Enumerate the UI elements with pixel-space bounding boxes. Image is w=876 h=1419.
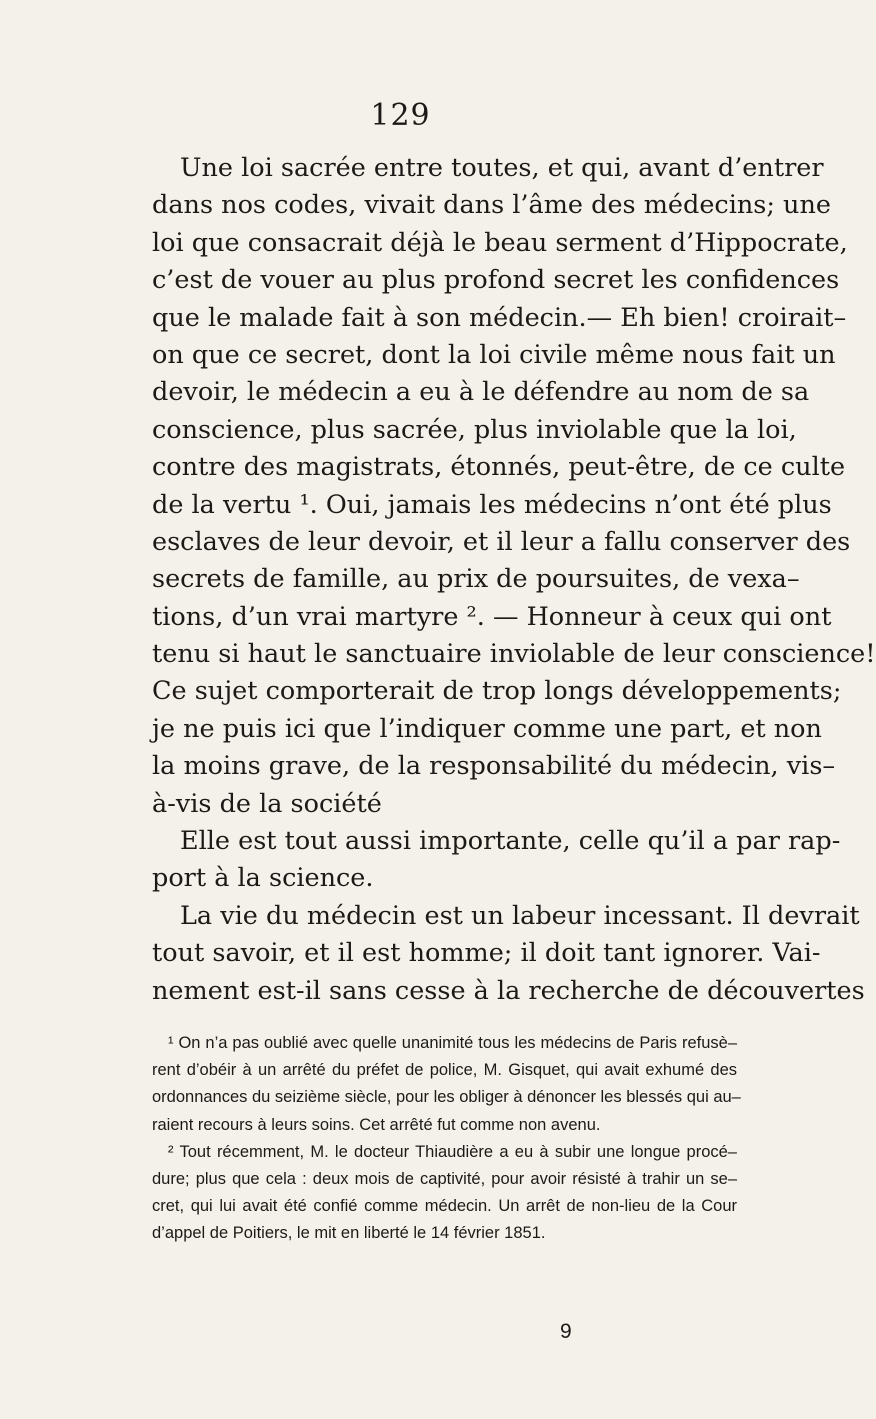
text-line: conscience, plus sacrée, plus inviolable que la loi,	[152, 414, 797, 445]
text-line: secrets de famille, au prix de poursuites, de vexa–	[152, 564, 800, 595]
text-line: La vie du médecin est un labeur incessant. Il devrait	[180, 900, 860, 931]
footnote-line: ¹ On n’a pas oublié avec quelle unanimité tous les médecins de Paris refusè–	[168, 1034, 737, 1052]
text-line: loi que consacrait déjà le beau serment d’Hippocrate,	[152, 227, 848, 258]
text-line: Ce sujet comporterait de trop longs développements;	[152, 676, 842, 707]
footnote-line: d’appel de Poitiers, le mit en liberté le 14 février 1851.	[152, 1224, 546, 1243]
text-line: tenu si haut le sanctuaire inviolable de leur conscience!	[152, 639, 876, 670]
text-line: que le malade fait à son médecin.— Eh bien! croirait–	[152, 302, 847, 333]
printer-signature-mark: 9	[560, 1320, 572, 1343]
text-line: c’est de vouer au plus profond secret les confidences	[152, 265, 840, 296]
footnote-line: dure; plus que cela : deux mois de captivité, pour avoir résisté à trahir un se–	[152, 1169, 737, 1188]
text-line: de la vertu ¹. Oui, jamais les médecins n’ont été plus	[152, 489, 832, 520]
text-line: Une loi sacrée entre toutes, et qui, avant d’entrer	[180, 153, 824, 183]
body-text	[152, 150, 876, 1010]
text-line: contre des magistrats, étonnés, peut-être, de ce culte	[152, 452, 846, 483]
text-line: je ne puis ici que l’indiquer comme une part, et non	[152, 713, 822, 744]
text-line: esclaves de leur devoir, et il leur a fallu conserver des	[152, 526, 851, 557]
text-line: la moins grave, de la responsabilité du médecin, vis–	[152, 751, 836, 782]
footnote-line: rent d’obéir à un arrêté du préfet de police, M. Gisquet, qui avait exhumé des	[152, 1061, 737, 1080]
text-line: devoir, le médecin a eu à le défendre au nom de sa	[152, 377, 810, 408]
text-line: dans nos codes, vivait dans l’âme des médecins; une	[152, 190, 831, 221]
text-line: on que ce secret, dont la loi civile même nous fait un	[152, 339, 836, 370]
text-line: à-vis de la société	[152, 788, 382, 819]
page-number: 129	[370, 98, 431, 133]
footnote-line: ² Tout récemment, M. le docteur Thiaudière a eu à subir une longue procé–	[168, 1142, 737, 1161]
text-line: port à la science.	[152, 863, 374, 894]
text-line: Elle est tout aussi importante, celle qu’il a par rap-	[180, 826, 841, 857]
text-line: nement est-il sans cesse à la recherche de découvertes	[152, 975, 865, 1006]
text-line: tout savoir, et il est homme; il doit tant ignorer. Vai-	[152, 938, 821, 969]
footnote-line: ordonnances du seizième siècle, pour les obliger à dénoncer les blessés qui au–	[152, 1088, 741, 1107]
footnote-line: raient recours à leurs soins. Cet arrêté fut comme non avenu.	[152, 1115, 601, 1134]
footnote-line: cret, qui lui avait été confié comme médecin. Un arrêt de non-lieu de la Cour	[152, 1197, 737, 1216]
text-line: tions, d’un vrai martyre ². — Honneur à ceux qui ont	[152, 601, 832, 632]
footnotes	[152, 1030, 741, 1248]
